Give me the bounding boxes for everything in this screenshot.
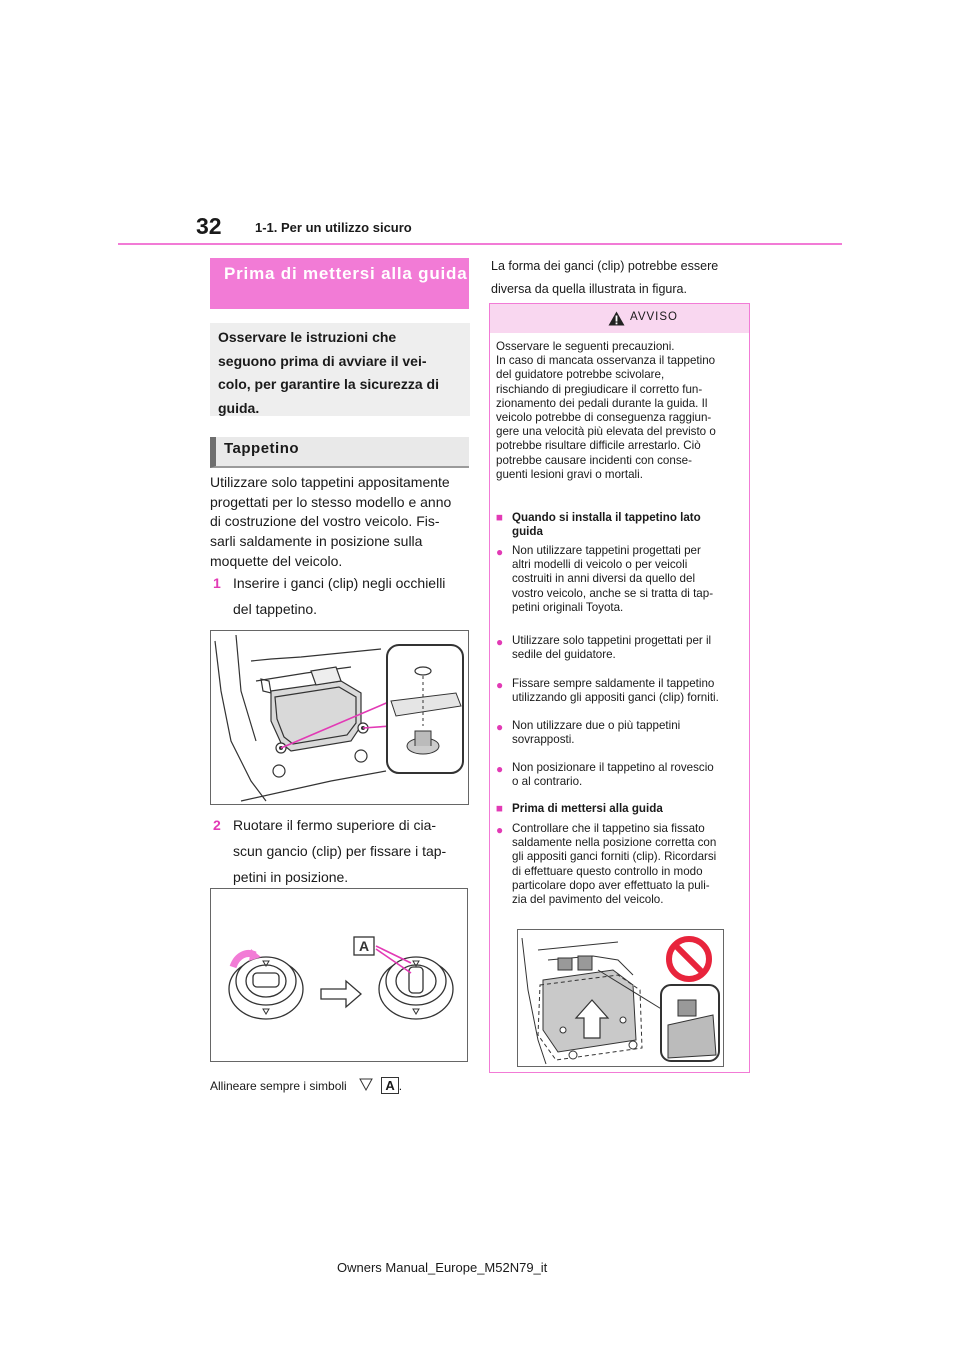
step-number: 2 xyxy=(213,817,221,833)
caption-text: Allineare sempre i simboli xyxy=(210,1079,347,1093)
step-line: scun gancio (clip) per fissare i tap- xyxy=(233,843,447,859)
bullet-line: di effettuare questo controllo in modo xyxy=(512,864,703,878)
intro-line: diversa da quella illustrata in figura. xyxy=(491,282,687,296)
section-heading xyxy=(210,258,469,309)
bullet-line: Fissare sempre saldamente il tappetino xyxy=(512,677,715,690)
warning-line: potrebbe risultare difficile arrestarlo. Ciò xyxy=(496,439,701,453)
step-line: del tappetino. xyxy=(233,601,318,617)
warning-line: rischiando di pregiudicare il corretto fun- xyxy=(496,382,703,396)
intro-line: La forma dei ganci (clip) potrebbe essere xyxy=(491,259,719,273)
warning-icon xyxy=(608,311,625,326)
bullet-line: zia del pavimento del veicolo. xyxy=(512,893,664,907)
circle-bullet-icon: ● xyxy=(496,823,504,837)
warning-line: In caso di mancata osservanza il tappetino xyxy=(496,354,716,368)
bullet-line: gli appositi ganci forniti (clip). Ricordarsi xyxy=(512,850,717,864)
subheading xyxy=(210,437,469,468)
clip-rotation-illustration xyxy=(211,889,467,1061)
warning-line: zionamento dei pedali durante la guida. Il xyxy=(496,396,708,410)
section-heading-text: Prima di mettersi alla guida xyxy=(224,264,468,283)
warning-title: AVVISO xyxy=(630,311,678,323)
bullet-line: vostro veicolo, anche se si tratta di tap- xyxy=(512,586,714,600)
circle-bullet-icon: ● xyxy=(496,762,504,776)
intro-line: seguono prima di avviare il vei- xyxy=(218,352,427,369)
warning-bullet xyxy=(496,544,748,615)
floor-mat-illustration xyxy=(211,631,468,804)
warning-line: gere una velocità più elevata del previsto o xyxy=(496,425,716,439)
warning-bullet xyxy=(496,719,748,747)
figure-caption xyxy=(210,1077,402,1094)
figure-clip-rotation xyxy=(210,888,468,1062)
bullet-line: Utilizzare solo tappetini progettati per il xyxy=(512,634,712,647)
subheading-text: Tappetino xyxy=(224,440,300,457)
heading-line: Prima di mettersi alla guida xyxy=(512,802,663,815)
warning-header xyxy=(490,304,749,333)
step-1 xyxy=(213,570,473,622)
intro-box xyxy=(210,323,470,416)
bullet-line: o al contrario. xyxy=(512,775,583,789)
circle-bullet-icon: ● xyxy=(496,635,504,649)
figure-prohibited-overlap xyxy=(517,929,724,1067)
warning-line: guenti lesioni gravi o mortali. xyxy=(496,467,643,481)
step-line: petini in posizione. xyxy=(233,869,349,885)
bullet-line: sovrapposti. xyxy=(512,733,575,747)
circle-bullet-icon: ● xyxy=(496,720,504,734)
square-bullet-icon: ■ xyxy=(496,511,504,524)
bullet-line: Non utilizzare tappetini progettati per xyxy=(512,544,701,557)
intro-line: guida. xyxy=(218,399,260,416)
circle-bullet-icon: ● xyxy=(496,545,504,559)
warning-bullet xyxy=(496,634,748,662)
warning-text xyxy=(496,340,748,482)
caption-label-a: A xyxy=(381,1077,398,1094)
heading-line: guida xyxy=(512,525,543,539)
circle-bullet-icon: ● xyxy=(496,678,504,692)
bullet-line: Controllare che il tappetino sia fissato xyxy=(512,822,705,835)
intro-line: colo, per garantire la sicurezza di xyxy=(218,376,439,392)
bullet-line: sedile del guidatore. xyxy=(512,648,616,662)
bullet-line: altri modelli di veicolo o per veicoli xyxy=(512,558,688,572)
square-bullet-icon: ■ xyxy=(496,802,504,815)
page-number: 32 xyxy=(196,213,222,239)
body-line: sarli saldamente in posizione sulla xyxy=(210,533,423,550)
header-rule xyxy=(118,243,842,245)
warning-box xyxy=(489,303,750,1073)
bullet-line: utilizzando gli appositi ganci (clip) forniti. xyxy=(512,691,719,705)
step-2 xyxy=(213,812,473,890)
body-line: di costruzione del vostro veicolo. Fis- xyxy=(210,513,440,530)
intro-line: Osservare le istruzioni che xyxy=(218,329,397,345)
warning-bullet xyxy=(496,761,748,789)
step-line: Inserire i ganci (clip) negli occhielli xyxy=(233,575,446,591)
heading-line: Quando si installa il tappetino lato xyxy=(512,511,701,524)
warning-line: veicolo potrebbe di conseguenza raggiun- xyxy=(496,411,712,425)
body-line: progettati per lo stesso modello e anno xyxy=(210,493,452,510)
triangle-symbol-icon xyxy=(358,1077,374,1092)
warning-bullet xyxy=(496,822,748,907)
section-title: 1-1. Per un utilizzo sicuro xyxy=(255,220,412,235)
warning-bullet xyxy=(496,677,748,705)
figure-label-a: A xyxy=(358,938,370,954)
caption-suffix: . xyxy=(398,1079,403,1093)
right-intro xyxy=(491,255,751,301)
bullet-line: Non posizionare il tappetino al rovescio xyxy=(512,761,714,774)
bullet-line: Non utilizzare due o più tappetini xyxy=(512,719,681,732)
body-paragraph xyxy=(210,473,472,572)
bullet-line: saldamente nella posizione corretta con xyxy=(512,836,717,850)
step-line: Ruotare il fermo superiore di cia- xyxy=(233,817,437,833)
figure-floor-mat-hooks xyxy=(210,630,469,805)
warning-line: potrebbe causare incidenti con conse- xyxy=(496,453,692,467)
warning-line: del guidatore potrebbe scivolare, xyxy=(496,368,665,382)
warning-section-heading xyxy=(496,802,748,816)
step-number: 1 xyxy=(213,575,221,591)
warning-section-heading xyxy=(496,511,748,539)
bullet-line: particolare dopo aver effettuato la puli- xyxy=(512,878,710,892)
bullet-line: petini originali Toyota. xyxy=(512,600,624,614)
bullet-line: costruiti in anni diversi da quello del xyxy=(512,572,696,586)
prohibited-mat-illustration xyxy=(518,930,723,1066)
warning-line: Osservare le seguenti precauzioni. xyxy=(496,340,675,353)
body-line: Utilizzare solo tappetini appositamente xyxy=(210,474,450,490)
footer: Owners Manual_Europe_M52N79_it xyxy=(337,1260,548,1275)
body-line: moquette del veicolo. xyxy=(210,552,343,569)
